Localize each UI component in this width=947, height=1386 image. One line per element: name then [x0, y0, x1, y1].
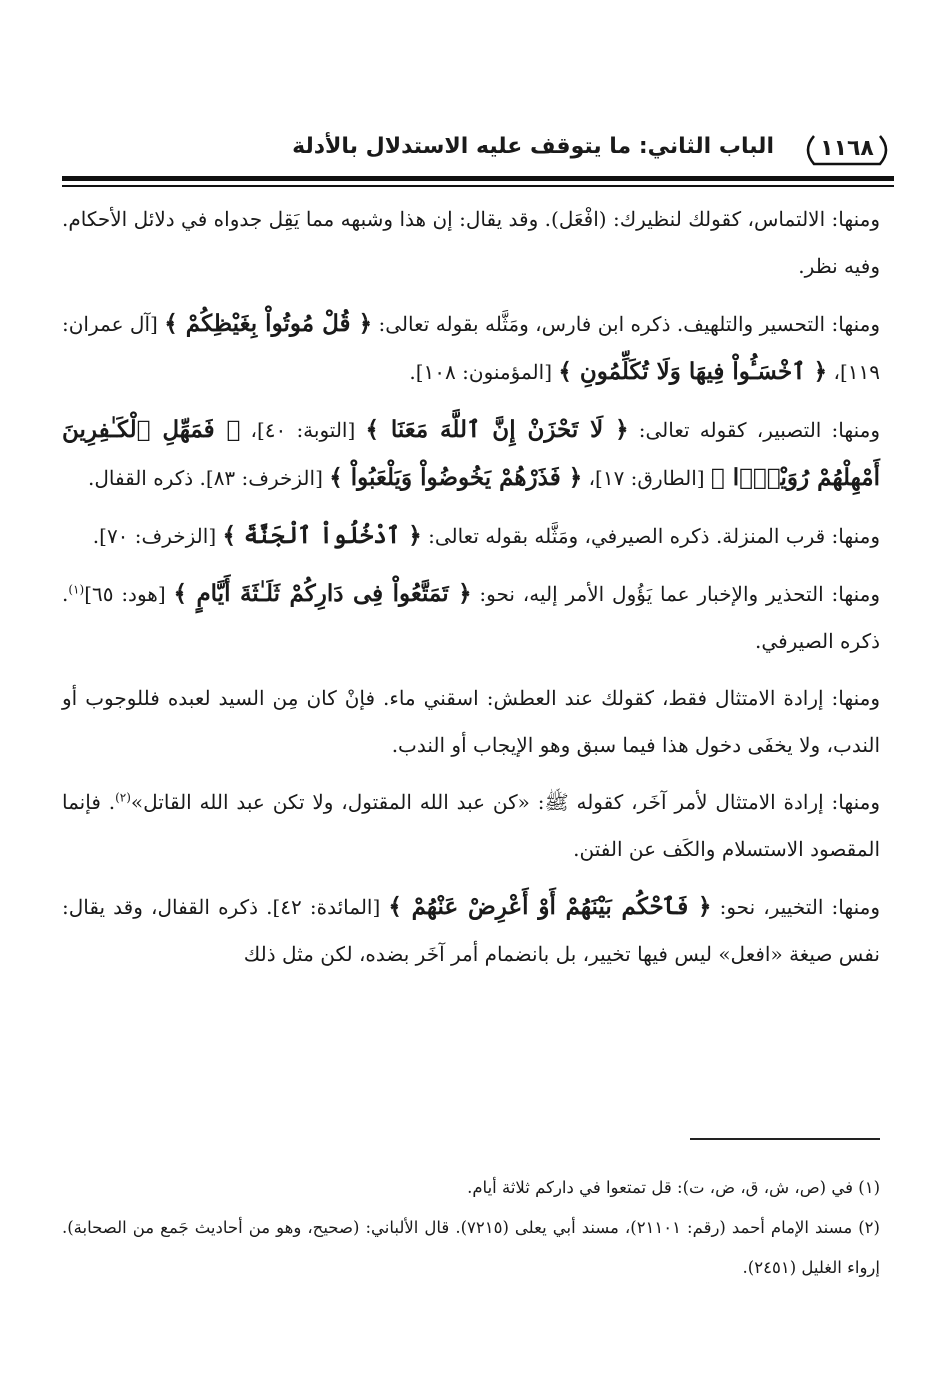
page-number-frame [800, 130, 894, 170]
quran-verse: ﴿ فَٱحْكُم بَيْنَهُمْ أَوْ أَعْرِضْ عَنْهُمْ ﴾ [388, 893, 712, 920]
paragraph-text: ومنها: إرادة الامتثال فقط، كقولك عند العطش: اسقني ماء. فإنْ كان مِن السيد لعبده فللوجوب أو الندب، ولا يخفَى دخول هذا فيما سبق وهو الإيجاب أو الندب. [62, 686, 880, 757]
verse-reference: [هود: ٦٥] [84, 582, 174, 606]
paragraph-text: . ذكره الصيرفي. [62, 582, 880, 653]
chapter-title: الباب الثاني: ما يتوقف عليه الاستدلال بالأدلة [292, 134, 774, 159]
quran-verse: ﴿ ٱدْخُلُواْ ٱلْجَنَّةَ ﴾ [222, 522, 422, 549]
paragraph-text: ومنها: التحسير والتلهيف. ذكره ابن فارس، ومَثَّله بقوله تعالى: [372, 312, 880, 336]
quran-verse: ﴿ تَمَتَّعُواْ فِى دَارِكُمْ ثَلَـٰثَةَ أَيَّامٍ ﴾ [173, 580, 472, 607]
verse-reference: [التوبة: ٤٠]، [240, 418, 366, 442]
verse-reference: [الزخرف: ٧٠]. [92, 524, 223, 548]
paragraph-tahdhir [62, 570, 880, 665]
footnote-marker[interactable]: (١) [68, 582, 85, 597]
paragraph-tahsir [62, 300, 880, 396]
paragraph-tasbir [62, 406, 880, 502]
footnote-separator [690, 1138, 880, 1140]
quran-verse: ﴿ ٱخْسَـُٔواْ فِيهَا وَلَا تُكَلِّمُونِ ﴾ [558, 358, 828, 385]
paragraph-text: ومنها: التحذير والإخبار عما يَؤُول الأمر إليه، نحو: [471, 582, 880, 606]
verse-reference: [الزخرف: ٨٣]. ذكره القفال. [88, 466, 330, 490]
footnote-marker[interactable]: (٢) [115, 790, 131, 805]
verse-reference: [المؤمنون: ١٠٨]. [409, 360, 559, 384]
header-rule-thin [62, 185, 894, 187]
page-number: ١١٦٨ [820, 136, 874, 161]
paragraph-amr-akhar [62, 779, 880, 873]
header-rule-thick [62, 176, 894, 181]
paragraph-text: ومنها: قرب المنزلة. ذكره الصيرفي، ومَثَّله بقوله تعالى: [421, 524, 880, 548]
verse-reference: [آل عمران: ١١٩]، [62, 312, 880, 384]
paragraph-qurb [62, 512, 880, 560]
footnote-2: (٢) مسند الإمام أحمد (رقم: ٢١١٠١)، مسند أبي يعلى (٧٢١٥). قال الألباني: (صحيح، وهو من أحاديث جَمع من الصحابة). إرواء الغليل (٢٤٥١). [62, 1218, 880, 1277]
paragraph-text: ومنها: الالتماس، كقولك لنظيرك: (افْعَل). وقد يقال: إن هذا وشبهه مما يَقِل جدواه في دلائل الأحكام. وفيه نظر. [62, 207, 880, 278]
quran-verse: ﴿ لَا تَحْزَنْ إِنَّ ٱللَّهَ مَعَنَا ﴾ [365, 416, 629, 443]
quran-verse: ﴿ فَمَهِّلِ ٱلْكَـٰفِرِينَ أَمْهِلْهُمْ رُوَيْدًۢا ﴾ [62, 416, 880, 491]
quran-verse: ﴿ فَذَرْهُمْ يَخُوضُواْ وَيَلْعَبُواْ ﴾ [329, 464, 583, 491]
main-text [62, 196, 880, 988]
paragraph-text: ومنها: التصبير، كقوله تعالى: [628, 418, 880, 442]
paragraph-imtithal [62, 675, 880, 769]
paragraph-text: . فإنما المقصود الاستسلام والكَف عن الفتن. [62, 790, 880, 861]
paragraph-text: ومنها: إرادة الامتثال لأمر آخَر، كقوله ﷺ: «كن عبد الله المقتول، ولا تكن عبد الله القاتل» [130, 790, 880, 814]
paragraph-takhyir [62, 883, 880, 978]
paragraph-text: ومنها: التخيير، نحو: [711, 895, 880, 919]
page-header [62, 126, 894, 178]
verse-reference: [الطارق: ١٧]، [582, 466, 711, 490]
footnote-1: (١) في (ص، ش، ق، ض، ت): قل تمتعوا في داركم ثلاثة أيام. [467, 1178, 880, 1197]
quran-verse: ﴿ قُلْ مُوتُواْ بِغَيْظِكُمْ ﴾ [164, 310, 373, 337]
footnotes [62, 1168, 880, 1288]
paragraph-text: [المائدة: ٤٢]. ذكره القفال، وقد يقال: نفس صيغة «افعل» ليس فيها تخيير، بل بانضمام أمر آخَر بضده، لكن مثل ذلك [62, 895, 880, 966]
paragraph-iltimas [62, 196, 880, 290]
